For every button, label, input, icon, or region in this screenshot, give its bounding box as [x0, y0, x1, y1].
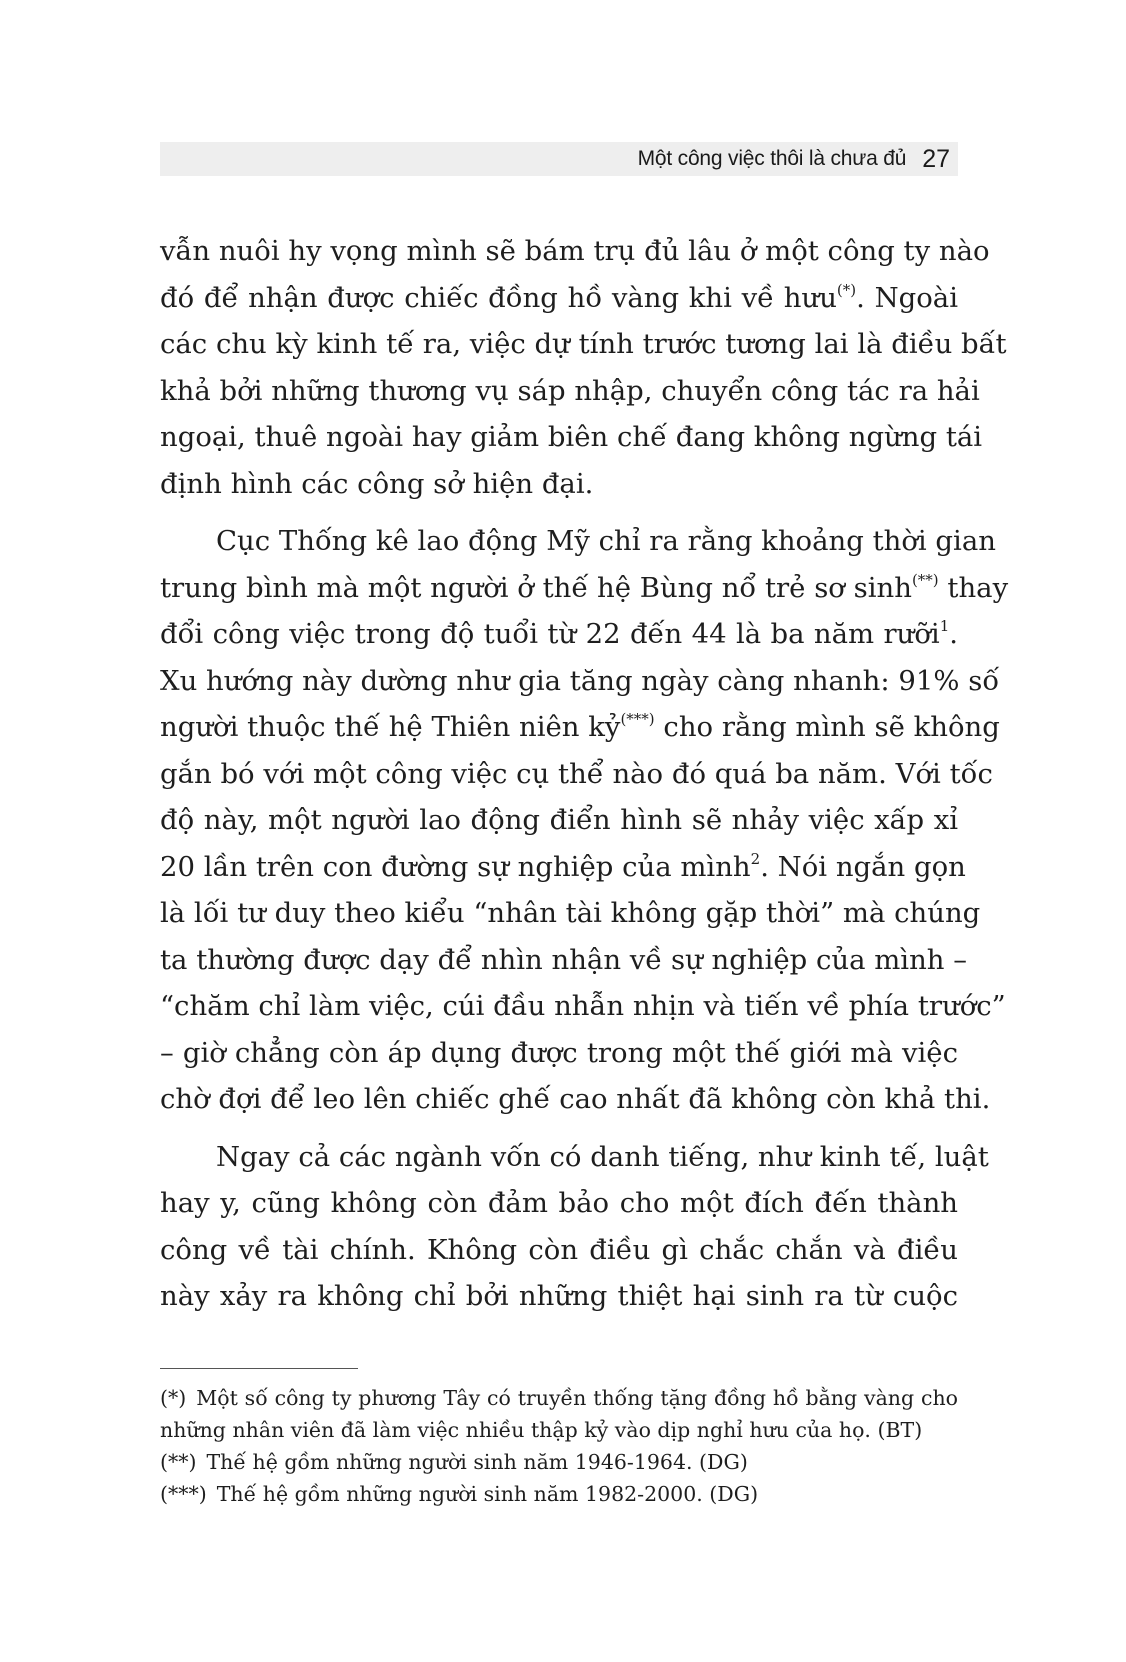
- text-line: [160, 1227, 958, 1274]
- text-line: [160, 983, 1006, 1030]
- footnote-text: Một số công ty phương Tây có truyền thống tặng đồng hồ bằng vàng cho: [196, 1386, 958, 1410]
- footnote-mark: (***): [160, 1482, 207, 1506]
- text-run: Xu hướng này dường như gia tăng ngày càng nhanh: 91% số: [160, 664, 1000, 697]
- running-title: Một công việc thôi là chưa đủ: [637, 147, 907, 170]
- text-line: [160, 565, 1009, 612]
- text-run: trung bình mà một người ở thế hệ Bùng nổ trẻ sơ sinh: [160, 571, 912, 604]
- page-number: 27: [922, 144, 950, 173]
- footnote-text: Thế hệ gồm những người sinh năm 1946-1964. (DG): [206, 1450, 748, 1474]
- text-run: độ này, một người lao động điển hình sẽ nhảy việc xấp xỉ: [160, 804, 958, 836]
- text-run: – giờ chẳng còn áp dụng được trong một thế giới mà việc: [160, 1036, 958, 1069]
- footnote-reference: (***): [620, 710, 655, 728]
- footnote-line: [160, 1382, 958, 1414]
- text-run: người thuộc thế hệ Thiên niên kỷ: [160, 711, 621, 743]
- footnote: [160, 1478, 958, 1510]
- text-run: này xảy ra không chỉ bởi những thiệt hại sinh ra từ cuộc: [160, 1280, 958, 1312]
- text-line: [160, 704, 1000, 751]
- text-run: .: [949, 618, 958, 650]
- text-line: [160, 1076, 991, 1123]
- footnote-line: [160, 1414, 958, 1446]
- text-line: [160, 1134, 989, 1181]
- paragraph: [160, 518, 1009, 1123]
- text-run: vẫn nuôi hy vọng mình sẽ bám trụ đủ lâu ở một công ty nào: [160, 235, 990, 267]
- footnote-line: [160, 1478, 958, 1510]
- text-line: [160, 890, 981, 937]
- text-line: [160, 414, 983, 461]
- text-run: đó để nhận được chiếc đồng hồ vàng khi về hưu: [160, 281, 837, 314]
- paragraph: [160, 228, 1007, 507]
- footnote-reference: (*): [836, 280, 857, 299]
- text-run: “chăm chỉ làm việc, cúi đầu nhẫn nhịn và tiến về phía trước”: [160, 990, 1006, 1022]
- text-run: khả bởi những thương vụ sáp nhập, chuyển công tác ra hải: [160, 374, 980, 407]
- text-run: 20 lần trên con đường sự nghiệp của mình: [160, 850, 751, 883]
- text-line: [160, 937, 968, 984]
- text-run: hay y, cũng không còn đảm bảo cho một đích đến thành: [160, 1187, 958, 1219]
- text-run: gắn bó với một công việc cụ thể nào đó quá ba năm. Với tốc: [160, 757, 993, 790]
- footnote: [160, 1382, 958, 1446]
- text-line: [160, 228, 990, 275]
- paragraph-gap: [160, 1123, 958, 1134]
- footnote-reference: 2: [750, 849, 761, 868]
- text-run: chờ đợi để leo lên chiếc ghế cao nhất đã không còn khả thi.: [160, 1083, 991, 1115]
- text-run: đổi công việc trong độ tuổi từ 22 đến 44 là ba năm rưỡi: [160, 618, 940, 650]
- body-text: [160, 228, 1009, 1320]
- footnote-mark: (*): [160, 1386, 187, 1410]
- text-line: [160, 1180, 958, 1227]
- text-run: công về tài chính. Không còn điều gì chắc chắn và điều: [160, 1233, 958, 1266]
- text-line: [160, 844, 966, 891]
- text-line: [160, 518, 996, 565]
- text-line: [160, 658, 1000, 705]
- footnote-reference: (**): [911, 570, 939, 589]
- text-run: thay: [938, 571, 1009, 604]
- footnote-divider: [160, 1368, 358, 1369]
- footnote-reference: 1: [939, 617, 950, 635]
- running-header: [160, 142, 958, 176]
- text-line: [160, 461, 958, 508]
- footnotes: [160, 1382, 958, 1510]
- text-run: . Ngoài: [856, 281, 958, 314]
- text-line: [160, 1273, 958, 1320]
- text-run: các chu kỳ kinh tế ra, việc dự tính trước tương lai là điều bất: [160, 328, 1007, 360]
- text-line: [160, 275, 958, 322]
- text-run: ta thường được dạy để nhìn nhận về sự nghiệp của mình –: [160, 943, 968, 976]
- text-run: Ngay cả các ngành vốn có danh tiếng, như kinh tế, luật: [216, 1140, 989, 1173]
- footnote-text: những nhân viên đã làm việc nhiều thập kỷ vào dịp nghỉ hưu của họ. (BT): [160, 1418, 923, 1442]
- paragraph: [160, 1134, 989, 1320]
- footnote-line: [160, 1446, 958, 1478]
- text-line: [160, 797, 958, 844]
- footnote: [160, 1446, 958, 1478]
- text-run: định hình các công sở hiện đại.: [160, 467, 594, 500]
- text-line: [160, 611, 958, 658]
- footnote-mark: (**): [160, 1450, 197, 1474]
- text-run: . Nói ngắn gọn: [760, 850, 966, 883]
- text-run: cho rằng mình sẽ không: [654, 711, 1000, 743]
- text-run: là lối tư duy theo kiểu “nhân tài không gặp thời” mà chúng: [160, 897, 981, 929]
- text-line: [160, 1030, 958, 1077]
- text-run: Cục Thống kê lao động Mỹ chỉ ra rằng khoảng thời gian: [216, 525, 996, 557]
- footnote-text: Thế hệ gồm những người sinh năm 1982-2000. (DG): [216, 1482, 759, 1506]
- text-line: [160, 368, 980, 415]
- paragraph-gap: [160, 507, 958, 518]
- text-line: [160, 751, 993, 798]
- text-run: ngoại, thuê ngoài hay giảm biên chế đang không ngừng tái: [160, 421, 983, 453]
- text-line: [160, 321, 1007, 368]
